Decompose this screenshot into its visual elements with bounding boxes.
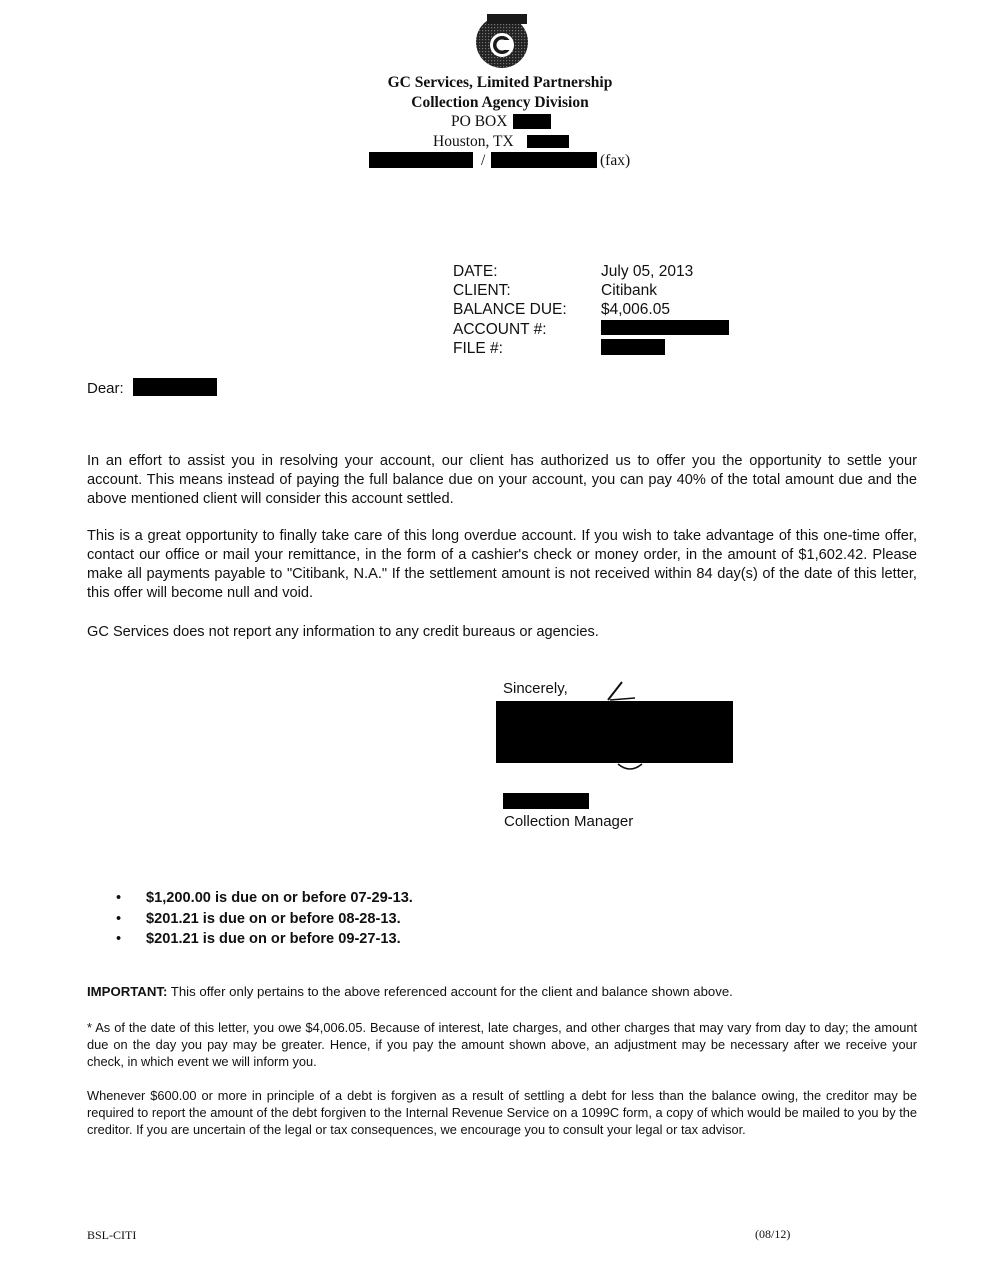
paragraph-settlement-offer: In an effort to assist you in resolving your account, our client has authorized us to offer you the opportunity to settle your account. This means instead of paying the full balance due on your account, you can pay 40% of the total amount due and the above mentioned client will consider this account settled. [87,453,917,507]
important-label: IMPORTANT: [87,984,168,999]
account-label: ACCOUNT #: [453,321,547,338]
form-code: BSL-CITI [87,1228,137,1242]
date-value: July 05, 2013 [601,263,694,280]
client-label: CLIENT: [453,282,511,299]
phone-separator: / [481,152,486,169]
paragraph-credit-reporting: GC Services does not report any information to any credit bureaus or agencies. [87,624,599,640]
important-text: This offer only pertains to the above referenced account for the client and balance shown above. [170,984,733,999]
closing: Sincerely, [503,680,568,697]
redacted-po-box [513,114,551,129]
payment-item-1: • $1,200.00 is due on or before 07-29-13. [112,888,413,909]
important-notice [87,983,917,1000]
paragraph-payment-instructions: This is a great opportunity to finally take care of this long overdue account. If you wish to take advantage of this one-time offer, contact our office or mail your remittance, in the form of a cashier's check or money order, in the amount of $1,602.42. Please make all payments payable to "Citibank, N.A." If the settlement amount is not received within 84 day(s) of the date of this letter, this offer will become null and void. [87,528,917,601]
payment-item-2: • $201.21 is due on or before 08-28-13. [112,909,413,930]
balance-label: BALANCE DUE: [453,301,567,318]
file-label: FILE #: [453,340,503,357]
redacted-signature [496,701,733,763]
client-value: Citibank [601,282,657,299]
po-box-label: PO BOX [451,113,508,130]
gc-services-logo [473,12,531,70]
balance-note: * As of the date of this letter, you owe $4,006.05. Because of interest, late charges, and other charges that may vary from day to day; the amount due on the day you pay may be greater. Hence, if you pay the amount shown above, an adjustment may be necessary after we receive your check, in which event we will inform you. [87,1020,917,1069]
redacted-fax [491,152,597,168]
redacted-file-number [601,339,665,355]
form-revision: (08/12) [755,1227,791,1241]
redacted-signer-name [503,793,589,809]
fax-label: (fax) [600,152,631,169]
redacted-zip [527,135,569,148]
salutation: Dear: [87,380,124,397]
date-label: DATE: [453,263,498,280]
tax-note: Whenever $600.00 or more in principle of a debt is forgiven as a result of settling a debt for less than the balance owing, the creditor may be required to report the amount of the debt forgiven to the Internal Revenue Service on a 1099C form, a copy of which would be mailed to you by the creditor. If you are uncertain of the legal or tax consequences, we encourage you to consult your legal or tax advisor. [87,1088,917,1137]
payment-schedule [112,888,413,950]
redacted-recipient-name [133,378,217,396]
signer-title: Collection Manager [504,813,634,830]
redacted-account-number [601,320,729,335]
balance-value: $4,006.05 [601,301,670,318]
company-name: GC Services, Limited Partnership [387,74,613,91]
payment-item-3: • $201.21 is due on or before 09-27-13. [112,929,413,950]
division-name: Collection Agency Division [411,94,589,111]
redacted-phone [369,152,473,168]
city-state: Houston, TX [433,133,514,150]
